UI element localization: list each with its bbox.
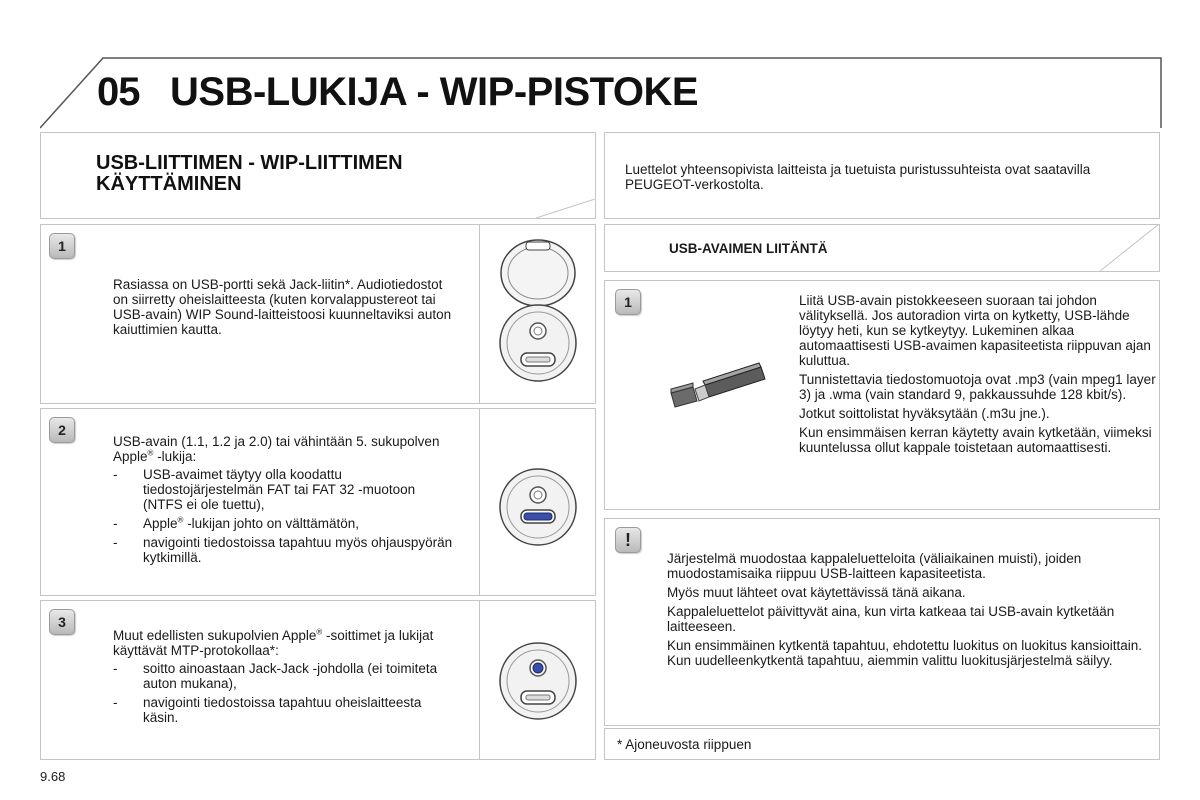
footnote-box bbox=[604, 728, 1160, 760]
step-3-text bbox=[113, 628, 453, 729]
step-2-intro: USB-avain (1.1, 1.2 ja 2.0) tai vähintään 5. sukupolven Apple® -lukija: bbox=[113, 434, 440, 464]
section-title-box bbox=[40, 132, 596, 219]
step-1-image bbox=[479, 225, 595, 403]
chapter-number: 05 bbox=[97, 70, 140, 114]
chapter-title: USB-LUKIJA - WIP-PISTOKE bbox=[170, 70, 699, 114]
usb-step-text bbox=[799, 293, 1159, 459]
usb-step-badge: 1 bbox=[615, 289, 641, 315]
list-item: - Apple® -lukijan johto on välttämätön, bbox=[113, 516, 453, 531]
intro-box bbox=[604, 132, 1160, 219]
warning-paragraph: Järjestelmä muodostaa kappaleluetteloita (väliaikainen muisti), joiden muodostamisaika riippuu USB-laitteen kapasiteetista. bbox=[667, 551, 1082, 581]
step-3-image bbox=[479, 601, 595, 759]
step-2-box bbox=[40, 408, 596, 596]
warning-icon: ! bbox=[615, 527, 641, 553]
page-number: 9.68 bbox=[40, 769, 66, 784]
usb-paragraph: Kun ensimmäisen kerran käytetty avain kytketään, viimeksi kuuntelussa ollut kappale toistetaan automaattisesti. bbox=[799, 425, 1152, 455]
step-1-text: Rasiassa on USB-portti sekä Jack-liitin*. Audiotiedostot on siirretty oheislaitteesta (kuten korvalappustereot tai USB-avain) WIP Sound-laitteistoosi kuunneltaviksi auton kaiuttimien kautta. bbox=[113, 277, 452, 337]
list-item: - soitto ainoastaan Jack-Jack -johdolla (ei toimiteta auton mukana), bbox=[113, 661, 453, 691]
warning-paragraph: Kun ensimmäinen kytkentä tapahtuu, ehdotettu luokitus on luokitus kansioittain. Kun uudelleenkytkentä tapahtuu, aiemmin valittu luokitusjärjestelmä säilyy. bbox=[667, 638, 1143, 668]
usb-step-box bbox=[604, 280, 1160, 510]
step-2-bullets bbox=[113, 467, 453, 565]
step-2-badge: 2 bbox=[49, 417, 75, 443]
corner-fold bbox=[536, 199, 596, 219]
step-3-box bbox=[40, 600, 596, 760]
warning-paragraph: Kappaleluettelot päivittyvät aina, kun virta katkeaa tai USB-avain kytketään laitteeseen. bbox=[667, 604, 1115, 634]
warning-paragraph: Myös muut lähteet ovat käytettävissä tänä aikana. bbox=[667, 585, 966, 600]
usb-paragraph: Tunnistettavia tiedostomuotoja ovat .mp3 (vain mpeg1 layer 3) ja .wma (vain standard 9, pakkaussuhde 128 kbit/s). bbox=[799, 372, 1156, 402]
list-item: - navigointi tiedostoissa tapahtuu oheislaitteesta käsin. bbox=[113, 695, 453, 725]
heading-corner-icon bbox=[1100, 224, 1160, 272]
step-3-bullets bbox=[113, 661, 453, 725]
socket-usb-highlight-icon bbox=[480, 409, 596, 597]
chapter-header bbox=[40, 57, 1162, 129]
usb-stick-icon bbox=[665, 359, 775, 419]
step-3-badge: 3 bbox=[49, 609, 75, 635]
step-1-box bbox=[40, 224, 596, 404]
intro-text: Luettelot yhteensopivista laitteista ja tuetuista puristussuhteista ovat saatavilla PEUGEOT-verkostolta. bbox=[625, 162, 1091, 192]
section-title: USB-LIITTIMEN - WIP-LIITTIMEN KÄYTTÄMINEN bbox=[96, 152, 403, 195]
step-2-text bbox=[113, 434, 453, 569]
step-3-intro: Muut edellisten sukupolvien Apple® -soittimet ja lukijat käyttävät MTP-protokollaa*: bbox=[113, 627, 434, 658]
list-item: - USB-avaimet täytyy olla koodattu tiedostojärjestelmän FAT tai FAT 32 -muotoon (NTFS ei ole tuettu), bbox=[113, 467, 453, 512]
footnote: * Ajoneuvosta riippuen bbox=[617, 737, 752, 752]
usb-heading: USB-AVAIMEN LIITÄNTÄ bbox=[669, 241, 828, 256]
usb-paragraph: Jotkut soittolistat hyväksytään (.m3u jne.). bbox=[799, 406, 1050, 421]
usb-paragraph: Liitä USB-avain pistokkeeseen suoraan tai johdon välityksellä. Jos autoradion virta on kytketty, USB-lähde löytyy heti, kun se kytkeytyy. Lukeminen alkaa automaattisesti USB-avaimen kapasiteetista riippuvan ajan kuluttua. bbox=[799, 293, 1151, 368]
warning-text bbox=[667, 551, 1145, 672]
usb-heading-box bbox=[604, 224, 1160, 272]
warning-box bbox=[604, 518, 1160, 726]
step-1-badge: 1 bbox=[49, 233, 75, 259]
socket-jack-highlight-icon bbox=[480, 601, 596, 761]
list-item: - navigointi tiedostoissa tapahtuu myös ohjauspyörän kytkimillä. bbox=[113, 535, 453, 565]
step-2-image bbox=[479, 409, 595, 595]
socket-open-lid-icon bbox=[480, 225, 596, 405]
